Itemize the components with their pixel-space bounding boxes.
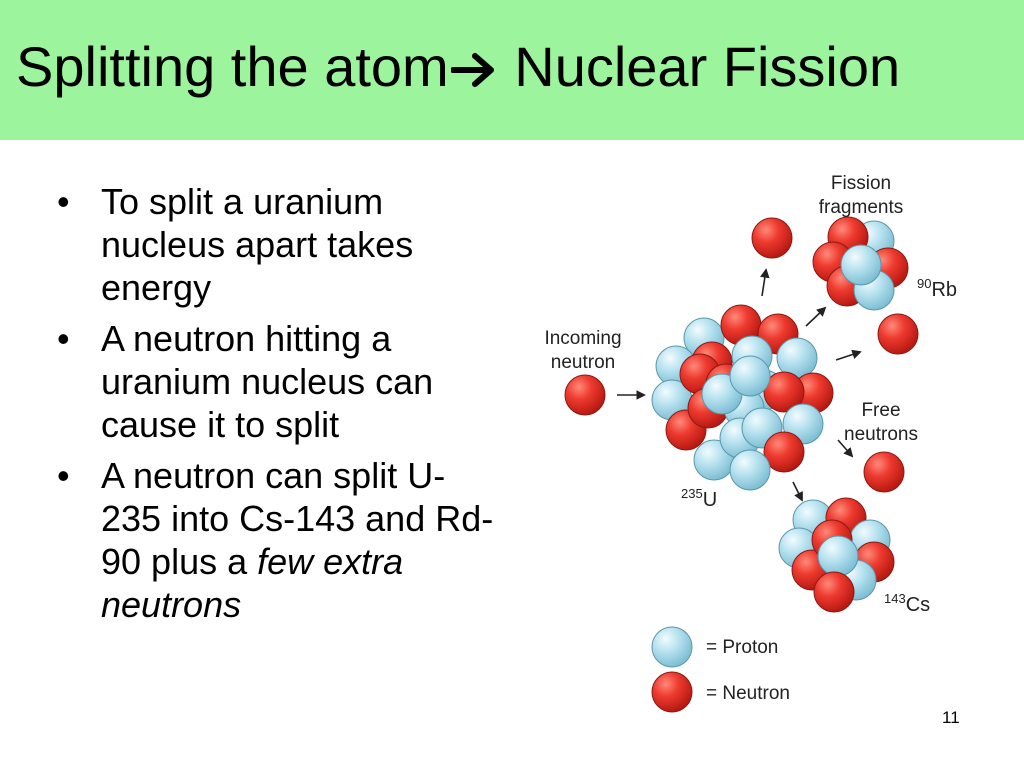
free-neutron-2	[864, 452, 904, 492]
arrow-up-neutron	[762, 270, 766, 296]
arrow-free-neutron-1	[836, 352, 860, 360]
incoming-neutron	[565, 375, 605, 415]
free-neutron-1	[878, 314, 918, 354]
label-free-1: Free	[861, 400, 901, 421]
bullet-text: A neutron can split U-235 into Cs-143 and Rd-90 plus a	[101, 455, 494, 582]
label-incoming-2: neutron	[550, 352, 616, 373]
rb-symbol: Rb	[931, 279, 958, 301]
legend-proton-icon	[652, 627, 692, 667]
title-right: Nuclear Fission	[514, 35, 901, 98]
label-u	[681, 486, 717, 511]
bullet-text: To split a uranium nucleus apart takes energy	[101, 181, 414, 308]
proton-sphere	[818, 536, 858, 576]
fission-diagram	[520, 160, 1000, 720]
bullet-text: A neutron hitting a uranium nucleus can cause it to split	[101, 318, 434, 445]
arrow-rb	[806, 308, 825, 326]
bullet-item	[55, 317, 495, 446]
bullet-text-italic: few extra neutrons	[101, 541, 404, 625]
proton-sphere	[730, 450, 770, 490]
bullet-item	[55, 180, 495, 309]
u-symbol: U	[702, 489, 718, 511]
proton-sphere	[841, 245, 881, 285]
u-mass: 235	[681, 486, 703, 501]
page-number: 11	[942, 708, 960, 727]
label-fission-2: fragments	[818, 197, 904, 218]
label-cs	[884, 591, 930, 616]
rb-mass: 90	[917, 276, 932, 291]
label-fission-1: Fission	[830, 173, 892, 194]
legend-proton-label: = Proton	[706, 637, 779, 658]
bullet-icon: •	[57, 455, 70, 496]
ejected-neutron-top	[752, 218, 792, 258]
cs-symbol: Cs	[905, 594, 931, 616]
bullet-icon: •	[57, 181, 70, 222]
cs-mass: 143	[884, 591, 906, 606]
legend-neutron-label: = Neutron	[706, 683, 790, 704]
label-rb	[917, 276, 957, 301]
nucleus-rb90	[813, 217, 908, 310]
label-free-2: neutrons	[844, 424, 918, 445]
title-left: Splitting the atom	[16, 35, 449, 98]
nucleus-cs143	[779, 498, 894, 612]
proton-sphere	[730, 356, 770, 396]
label-incoming-1: Incoming	[544, 328, 622, 349]
arrow-cs	[793, 482, 802, 500]
bullet-list	[55, 180, 495, 634]
bullet-icon: •	[57, 318, 70, 359]
neutron-sphere	[814, 572, 854, 612]
right-arrow-icon	[451, 40, 497, 102]
slide-title	[16, 36, 900, 102]
bullet-item	[55, 454, 495, 626]
legend-neutron-icon	[652, 672, 692, 712]
nucleus-u235	[652, 305, 833, 490]
